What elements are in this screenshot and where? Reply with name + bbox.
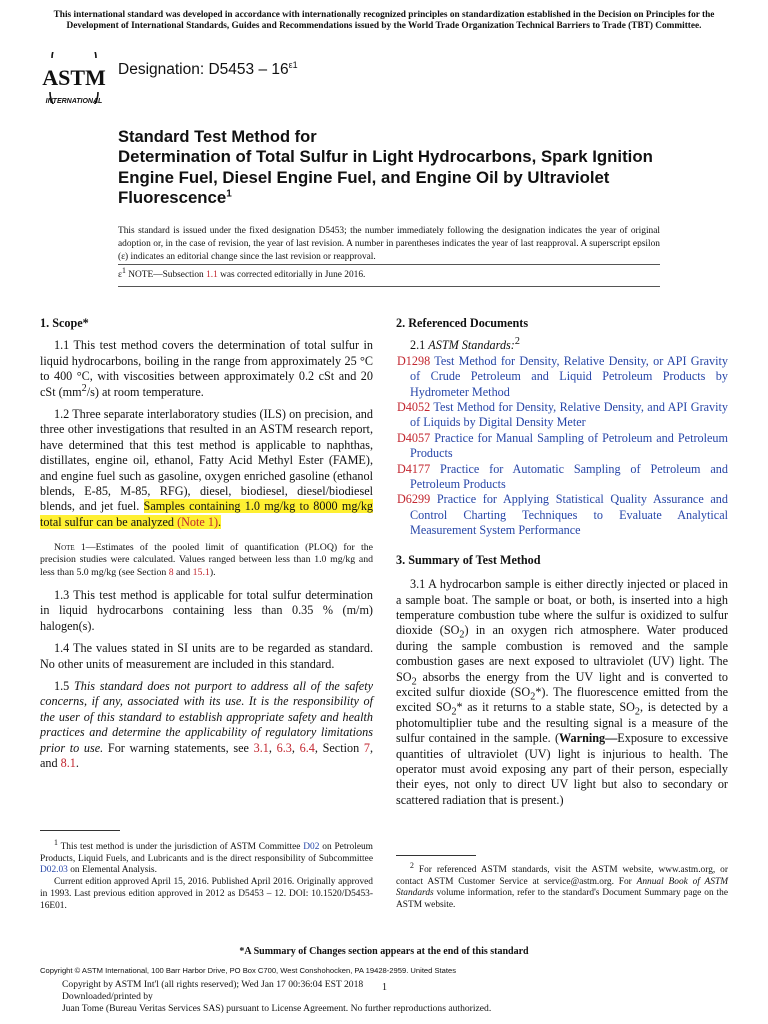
editorial-note: $\varepsilon^1$ NOTE—Subsection 1.1 was corrected editorially in June 2016. [118,265,366,280]
link-section-8[interactable]: 8 [168,566,174,578]
link-d02[interactable]: D02 [303,842,320,852]
paragraph-1-2: 1.2 Three separate interlaboratory studies (ILS) on precision, and three other investigations that resulted in an ASTM research report, have determined that this test method is applicable to naphthas, distillates, engine oil, ethanol, Fatty Acid Methyl Ester (FAME), and engine fuel such as gasoline, oxygen enriched gasoline (ethanol blends, E-85, M-85, RFG), diesel, biodiesel, diesel/biodiesel blends, and jet fuel. Samples containing 1.0 mg/kg to 8000 mg/kg total sulfur can be analyzed (Note 1). [40,407,374,529]
top-notice: This international standard was developed in accordance with internationally recognized principles on standardization established in the Decision on Principles for the Development of International Standards, Guides and Recommendations issued by the World Trade Organization Technical Barriers to Trade (TBT) Committee. [53,10,715,31]
footnote-rule [40,830,120,831]
link-d02-03[interactable]: D02.03 [40,865,68,876]
astm-standards-label: 2.1 ASTM Standards:$^2$ [410,336,520,353]
issuance-note: This standard is issued under the fixed designation D5453; the number immediately following the designation indicates the year of original adoption or, in the case of revision, the year of last revision. A number in parentheses indicates the year of last reapproval. A superscript epsilon (ε) indicates an editorial change since the last revision or reapproval. [118,226,660,262]
astm-logo [40,52,108,104]
reference-d4052[interactable]: D4052 Test Method for Density, Relative Density, and API Gravity of Liquids by Digital Density Meter [397,400,728,430]
link-section-7[interactable]: 7 [363,740,370,755]
reference-d6299[interactable]: D6299 Practice for Applying Statistical Quality Assurance and Control Charting Techniques to Evaluate Analytical Measurement System Performance [397,492,728,538]
logo-subtext: INTERNATIONAL [45,98,103,104]
section-heading-summary: 3. Summary of Test Method [396,552,541,567]
link-1-1[interactable]: 1.1 [206,270,218,280]
download-stamp: Copyright by ASTM Int'l (all rights reserved); Wed Jan 17 00:36:04 EST 2018 Downloaded/printed by Juan Tome (Bureau Veritas Services SAS) pursuant to License Agreement. No further reproductions authorized. [62,979,492,1014]
summary-of-changes-notice: *A Summary of Changes section appears at the end of this standard [239,946,529,957]
reference-d1298[interactable]: D1298 Test Method for Density, Relative Density, or API Gravity of Crude Petroleum and Liquid Petroleum Products by Hydrometer Method [397,353,729,399]
link-15-1[interactable]: 15.1 [192,566,210,578]
copyright-line: Copyright © ASTM International, 100 Barr Harbor Drive, PO Box C700, West Conshohocken, PA 19428-2959. United States [40,966,457,975]
link-6-4[interactable]: 6.4 [299,740,315,755]
link-6-3[interactable]: 6.3 [276,740,292,755]
paragraph-1-4: 1.4 The values stated in SI units are to be regarded as standard. No other units of measurement are included in this standard. [40,641,373,671]
footnote-rule [396,855,476,856]
paragraph-1-3: 1.3 This test method is applicable for total sulfur determination in liquid hydrocarbons containing less than 0.35 % (m/m) halogen(s). [40,587,373,633]
divider [118,264,660,265]
title-line-2: Determination of Total Sulfur in Light Hydrocarbons, Spark Ignition Engine Fuel, Diesel Engine Fuel, and Engine Oil by Ultraviolet Fluorescence$^1$ [118,147,653,207]
logo-text: ASTM [42,65,106,90]
link-8-1[interactable]: 8.1 [60,755,76,770]
page-number: 1 [382,982,387,993]
reference-d4057[interactable]: D4057 Practice for Manual Sampling of Petroleum and Petroleum Products [397,430,728,461]
divider [118,286,660,287]
designation: Designation: $D5453 - 16^{\varepsilon 1}$ [118,59,298,78]
title-line-1: Standard Test Method for [118,128,317,146]
section-heading-referenced: 2. Referenced Documents [396,316,529,330]
section-heading-scope: 1. Scope* [40,316,89,330]
scope-section [40,316,373,771]
paragraph-3-1: 3.1 A hydrocarbon sample is either directly injected or placed in a sample boat. The sample or boat, or both, is inserted into a high temperature combustion tube where the sulfur is oxidized to sulfur dioxide $(SO_2)$ in an oxygen rich atmosphere. Water produced during the sample combustion is removed and the sample combustion gases are next exposed to ultraviolet (UV) light. The $SO_2$ absorbs the energy from the UV light and is converted to excited sulfur dioxide $(SO_2*)$. The fluorescence emitted from the excited $SO_2*$ as it returns to a stable state, $SO_2$, is detected by a photomultiplier tube and the resulting signal is a measure of the sulfur contained in the sample. (Warning—Exposure to excessive quantities of ultraviolet (UV) light is injurious to health. The operator must avoid exposing any part of their person, especially their eyes, not only to direct UV light but also to secondary or scattered radiation that is present.) [396,577,728,807]
reference-d4177[interactable]: D4177 Practice for Automatic Sampling of Petroleum and Petroleum Products [397,461,728,492]
paragraph-1-5: 1.5 This standard does not purport to address all of the safety concerns, if any, associated with its use. It is the responsibility of the user of this standard to establish appropriate safety and health practices and determine the applicability of regulatory limitations prior to use. For warning statements, see 3.1, 6.3, 6.4, Section 7, and 8.1. [40,678,374,770]
link-3-1[interactable]: 3.1 [253,740,269,755]
referenced-documents-section [396,316,728,808]
paragraph-1-1: 1.1 This test method covers the determination of total sulfur in liquid hydrocarbons, boiling in the range from approximately 25 °C to 400 °C, with viscosities between approximately 0.2 cSt and 20 cSt $(mm^2/s)$ at room temperature. [40,338,373,399]
document-title [118,127,678,209]
footnote-1: $^1$ This test method is under the jurisdiction of ASTM Committee D02 on Petroleum Products, Liquid Fuels, and Lubricants and is the direct responsibility of Subcommittee D02.03 on Elemental Analysis. Current edition approved April 15, 2016. Published April 2016. Originally approved in 1993. Last previous edition approved in 2012 as D5453 – 12. DOI: 10.1520/D5453-16E01. [40,837,373,911]
note-1: Note 1—Estimates of the pooled limit of quantification (PLOQ) for the precision studies were calculated. Values ranged between less than 1.0 mg/kg and less than 5.0 mg/kg (see Section 8 and 15.1). [40,542,373,578]
highlighted-text: Samples containing 1.0 mg/kg to 8000 mg/kg total sulfur can be analyzed (Note 1). [40,499,374,529]
footnote-2: $^2$ For referenced ASTM standards, visit the ASTM website, www.astm.org, or contact ASTM Customer Service at service@astm.org. For Annual Book of ASTM Standards volume information, refer to the standard's Document Summary page on the ASTM website. [396,860,728,911]
link-note-1[interactable]: (Note 1) [177,514,219,529]
